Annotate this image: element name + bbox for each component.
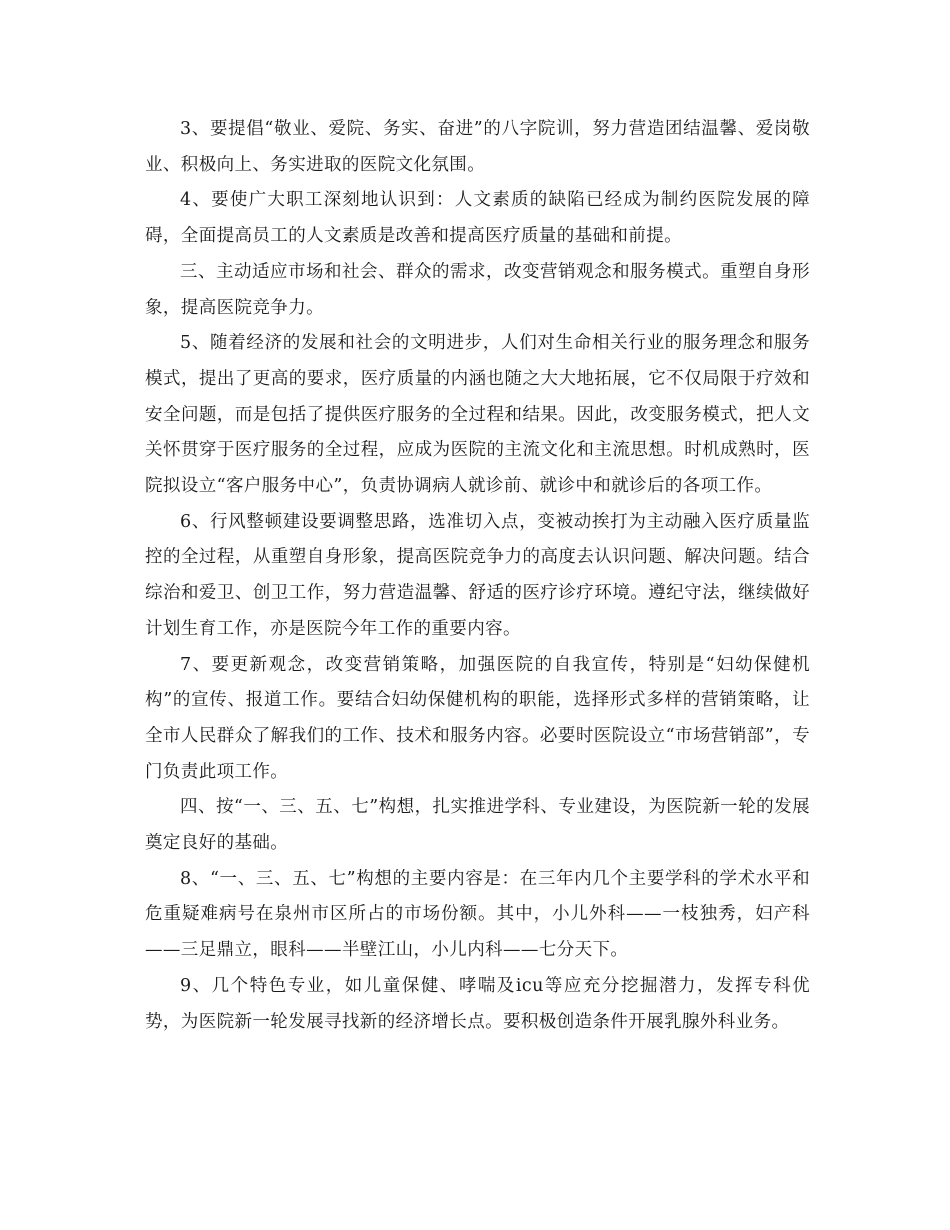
section-heading-4: 四、按“一、三、五、七”构想，扎实推进学科、专业建设，为医院新一轮的发展奠定良好的基础。 <box>145 797 810 854</box>
section-heading-3: 三、主动适应市场和社会、群众的需求，改变营销观念和服务模式。重塑自身形象，提高医院竞争力。 <box>145 261 810 318</box>
paragraph-9-specialties: 9、几个特色专业，如儿童保健、哮喘及icu等应充分挖掘潜力，发挥专科优势，为医院新一轮发展寻找新的经济增长点。要积极创造条件开展乳腺外科业务。 <box>145 975 810 1032</box>
paragraph-3-motto: 3、要提倡“敬业、爱院、务实、奋进”的八字院训，努力营造团结温馨、爱岗敬业、积极向上、务实进取的医院文化氛围。 <box>145 119 810 175</box>
paragraph-5-service-model: 5、随着经济的发展和社会的文明进步，人们对生命相关行业的服务理念和服务模式，提出了更高的要求，医疗质量的内涵也随之大大地拓展，它不仅局限于疗效和安全问题，而是包括了提供医疗服务的全过程和结果。因此，改变服务模式，把人文关怀贯穿于医疗服务的全过程，应成为医院的主流文化和主流思想。时机成熟时，医院拟设立“客户服务中心”，负责协调病人就诊前、就诊中和就诊后的各项工作。 <box>145 333 810 497</box>
paragraph-6-conduct: 6、行风整顿建设要调整思路，选准切入点，变被动挨打为主动融入医疗质量监控的全过程，从重塑自身形象，提高医院竞争力的高度去认识问题、解决问题。结合综治和爱卫、创卫工作，努力营造温馨、舒适的医疗诊疗环境。遵纪守法，继续做好计划生育工作，亦是医院今年工作的重要内容。 <box>145 511 810 639</box>
paragraph-4-humanities: 4、要使广大职工深刻地认识到：人文素质的缺陷已经成为制约医院发展的障碍，全面提高员工的人文素质是改善和提高医疗质量的基础和前提。 <box>145 190 810 247</box>
document-body <box>145 112 810 1040</box>
paragraph-7-marketing: 7、要更新观念，改变营销策略，加强医院的自我宣传，特别是“妇幼保健机构”的宣传、报道工作。要结合妇幼保健机构的职能，选择形式多样的营销策略，让全市人民群众了解我们的工作、技术和服务内容。必要时医院设立“市场营销部”，专门负责此项工作。 <box>145 654 810 782</box>
paragraph-8-discipline-plan: 8、“一、三、五、七”构想的主要内容是：在三年内几个主要学科的学术水平和危重疑难病号在泉州市区所占的市场份额。其中，小儿外科——一枝独秀，妇产科——三足鼎立，眼科——半壁江山，小儿内科——七分天下。 <box>145 868 810 961</box>
